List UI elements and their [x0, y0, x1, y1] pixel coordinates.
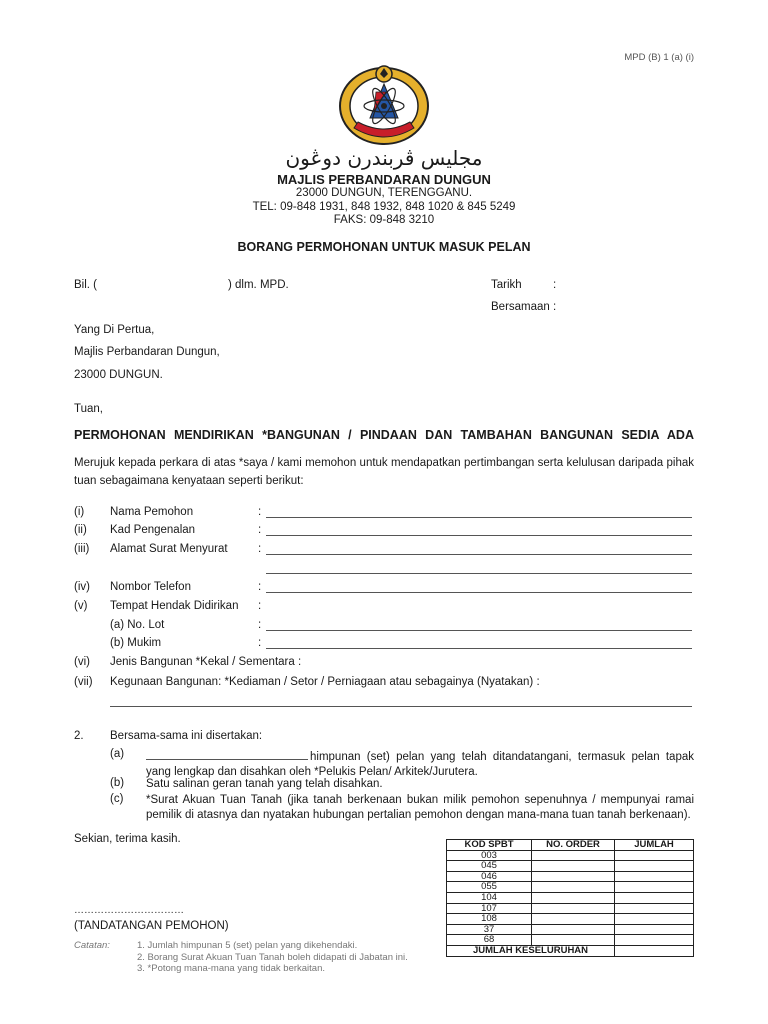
- org-address-block: [0, 187, 768, 228]
- closing-text: Sekian, terima kasih.: [74, 833, 181, 845]
- table-row: [447, 861, 694, 872]
- note-item: 1. Jumlah himpunan 5 (set) pelan yang dikehendaki.: [137, 940, 358, 951]
- field-vii-label: Kegunaan Bangunan: *Kediaman / Setor / Perniagaan atau sebagainya (Nyatakan) :: [110, 676, 540, 688]
- field-iii-label: Alamat Surat Menyurat: [110, 543, 228, 555]
- table-row: [447, 914, 694, 925]
- order-cell[interactable]: [532, 861, 615, 872]
- field-v-number: (v): [74, 600, 88, 612]
- field-ii-label: Kad Pengenalan: [110, 524, 196, 536]
- field-colon: :: [258, 619, 262, 631]
- field-iii-number: (iii): [74, 543, 90, 555]
- notes-list: [137, 940, 408, 975]
- kod-cell: 68: [447, 935, 532, 946]
- bil-open-label: Bil. (: [74, 279, 97, 291]
- signature-line[interactable]: ……………………………: [74, 905, 184, 916]
- org-tel: TEL: 09-848 1931, 848 1932, 848 1020 & 845 5249: [252, 200, 516, 213]
- attachment-b-number: (b): [110, 777, 125, 789]
- col-header-jumlah: JUMLAH: [615, 840, 694, 851]
- field-i-number: (i): [74, 506, 85, 518]
- order-cell[interactable]: [532, 882, 615, 893]
- field-iv-label: Nombor Telefon: [110, 581, 191, 593]
- note-item: 2. Borang Surat Akuan Tuan Tanah boleh didapati di Jabatan ini.: [137, 951, 408, 963]
- kod-cell: 107: [447, 903, 532, 914]
- field-colon: :: [258, 506, 262, 518]
- intro-paragraph: Merujuk kepada perkara di atas *saya / kami memohon untuk mendapatkan pertimbangan serta kelulusan daripada pihak tuan sebagaimana kenyataan seperti berikut:: [74, 457, 694, 487]
- attachment-c-number: (c): [110, 793, 124, 805]
- note-item: 3. *Potong mana-mana yang tidak berkaitan.: [137, 963, 326, 974]
- attachment-a: [146, 748, 694, 779]
- field-colon: :: [258, 637, 262, 649]
- jumlah-cell[interactable]: [615, 871, 694, 882]
- order-cell[interactable]: [532, 903, 615, 914]
- order-cell[interactable]: [532, 892, 615, 903]
- jumlah-cell[interactable]: [615, 861, 694, 872]
- order-cell[interactable]: [532, 935, 615, 946]
- arabic-org-name: مجليس ڤربندرن دوڠون: [285, 146, 483, 170]
- field-ii-number: (ii): [74, 524, 87, 536]
- field-va-label: (a) No. Lot: [110, 619, 165, 631]
- jumlah-cell[interactable]: [615, 882, 694, 893]
- field-colon: :: [258, 543, 262, 555]
- kod-cell: 055: [447, 882, 532, 893]
- attachment-b-text: Satu salinan geran tanah yang telah disahkan.: [146, 778, 383, 790]
- alamat-field-line-1[interactable]: [266, 542, 692, 555]
- order-cell[interactable]: [532, 871, 615, 882]
- field-vi-label: Jenis Bangunan *Kekal / Sementara :: [110, 656, 302, 668]
- col-header-kod-spbt: KOD SPBT: [447, 840, 532, 851]
- kod-cell: 104: [447, 892, 532, 903]
- table-row: [447, 871, 694, 882]
- field-colon: :: [258, 524, 262, 536]
- form-title: BORANG PERMOHONAN UNTUK MASUK PELAN: [237, 240, 531, 254]
- alamat-field-line-2[interactable]: [266, 561, 692, 574]
- kod-spbt-table: [446, 839, 694, 957]
- bil-close-label: ) dlm. MPD.: [228, 279, 289, 291]
- tarikh-colon: :: [553, 279, 557, 291]
- recipient-line-3: 23000 DUNGUN.: [74, 369, 163, 381]
- table-header-row: [447, 840, 694, 851]
- section-2-heading: Bersama-sama ini disertakan:: [110, 730, 263, 742]
- jumlah-cell[interactable]: [615, 914, 694, 925]
- majlis-emblem-logo: [336, 62, 432, 148]
- order-cell[interactable]: [532, 924, 615, 935]
- table-row: [447, 882, 694, 893]
- bersamaan-label: Bersamaan :: [491, 301, 557, 313]
- pelan-set-count-field[interactable]: [146, 748, 308, 760]
- table-total-row: [447, 945, 694, 956]
- field-v-label: Tempat Hendak Didirikan: [110, 600, 239, 612]
- nombor-telefon-field[interactable]: [266, 580, 692, 593]
- kod-cell: 37: [447, 924, 532, 935]
- attachment-a-number: (a): [110, 748, 125, 760]
- notes-label: Catatan:: [74, 940, 110, 951]
- table-row: [447, 850, 694, 861]
- field-iv-number: (iv): [74, 581, 90, 593]
- kod-cell: 003: [447, 850, 532, 861]
- table-row: [447, 924, 694, 935]
- salutation: Tuan,: [74, 403, 103, 415]
- org-name: MAJLIS PERBANDARAN DUNGUN: [277, 172, 491, 187]
- signature-label: (TANDATANGAN PEMOHON): [74, 920, 229, 932]
- order-cell[interactable]: [532, 850, 615, 861]
- jumlah-cell[interactable]: [615, 935, 694, 946]
- org-address: 23000 DUNGUN, TERENGGANU.: [295, 187, 473, 199]
- field-i-label: Nama Pemohon: [110, 506, 194, 518]
- total-cell[interactable]: [615, 945, 694, 956]
- field-vii-number: (vii): [74, 676, 93, 688]
- table-row: [447, 892, 694, 903]
- form-code: MPD (B) 1 (a) (i): [624, 52, 694, 63]
- nama-pemohon-field[interactable]: [266, 505, 692, 518]
- mukim-field[interactable]: [266, 636, 692, 649]
- section-2-number: 2.: [74, 730, 84, 742]
- org-fax: FAKS: 09-848 3210: [333, 214, 435, 226]
- kod-cell: 108: [447, 914, 532, 925]
- field-vi-number: (vi): [74, 656, 90, 668]
- table-row: [447, 903, 694, 914]
- col-header-no-order: NO. ORDER: [532, 840, 615, 851]
- field-colon: :: [258, 581, 262, 593]
- kegunaan-bangunan-field[interactable]: [110, 694, 692, 707]
- field-colon: :: [258, 600, 262, 612]
- tarikh-label: Tarikh: [491, 279, 522, 291]
- attachment-a-text: himpunan (set) pelan yang telah ditandatangani, termasuk pelan tapak yang lengkap dan disahkan oleh *Pelukis Pelan/ Arkitek/Jurutera.: [146, 751, 694, 778]
- jumlah-cell[interactable]: [615, 892, 694, 903]
- jumlah-cell[interactable]: [615, 903, 694, 914]
- no-lot-field[interactable]: [266, 618, 692, 631]
- field-vb-label: (b) Mukim: [110, 637, 162, 649]
- attachment-c-text: *Surat Akuan Tuan Tanah (jika tanah berkenaan bukan milik pemohon sepenuhnya / mempunyai ramai pemilik di atasnya dan nyatakan hubungan pertalian pemohon dengan mana-mana tuan tanah berkenaan).: [146, 794, 694, 821]
- total-label: JUMLAH KESELURUHAN: [447, 945, 615, 956]
- table-row: [447, 935, 694, 946]
- kod-cell: 045: [447, 861, 532, 872]
- kad-pengenalan-field[interactable]: [266, 523, 692, 536]
- recipient-line-2: Majlis Perbandaran Dungun,: [74, 346, 220, 358]
- kod-cell: 046: [447, 871, 532, 882]
- jumlah-cell[interactable]: [615, 850, 694, 861]
- jumlah-cell[interactable]: [615, 924, 694, 935]
- recipient-line-1: Yang Di Pertua,: [74, 324, 155, 336]
- subject-heading: PERMOHONAN MENDIRIKAN *BANGUNAN / PINDAAN DAN TAMBAHAN BANGUNAN SEDIA ADA: [74, 428, 694, 442]
- order-cell[interactable]: [532, 914, 615, 925]
